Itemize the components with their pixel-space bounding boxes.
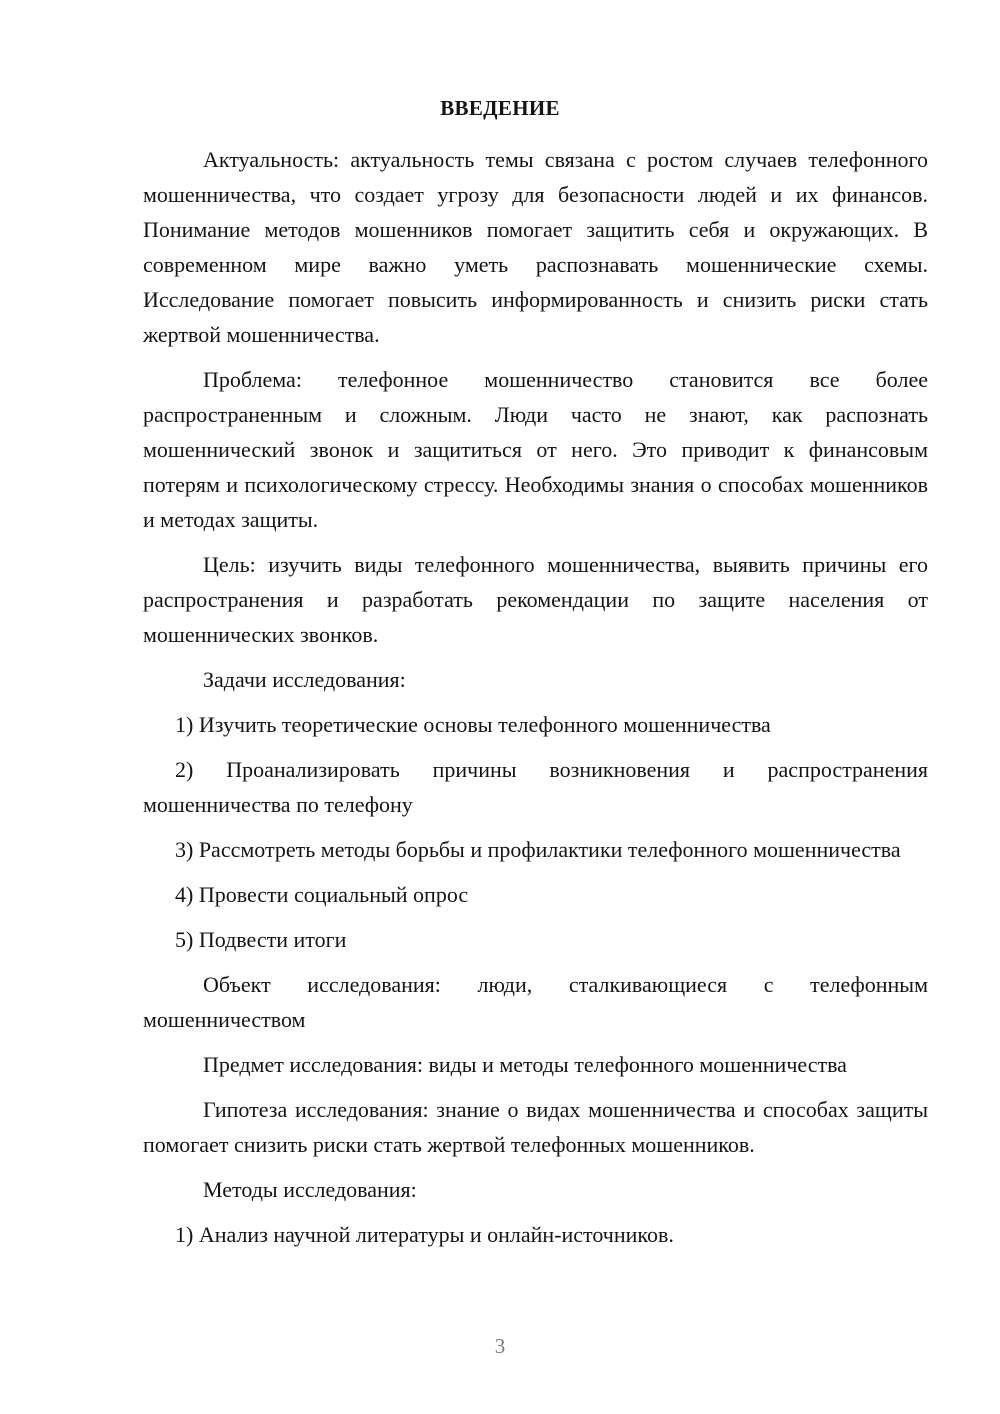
paragraph-hypothesis: Гипотеза исследования: знание о видах мошенничества и способах защиты помогает снизить риски стать жертвой телефонных мошенников.: [143, 1097, 928, 1157]
paragraph-tasks-heading: Задачи исследования:: [203, 667, 406, 692]
list-item-task-5: 5) Подвести итоги: [175, 927, 347, 952]
page-number: 3: [494, 1334, 506, 1358]
paragraph-methods-heading: Методы исследования:: [203, 1177, 417, 1202]
list-item-method-1: 1) Анализ научной литературы и онлайн-источников.: [175, 1222, 674, 1247]
list-item-task-3: 3) Рассмотреть методы борьбы и профилактики телефонного мошенничества: [175, 837, 901, 862]
paragraph-subject: Предмет исследования: виды и методы телефонного мошенничества: [203, 1052, 847, 1077]
document-body: [143, 142, 928, 1262]
paragraph-goal: Цель: изучить виды телефонного мошенничества, выявить причины его распространения и разработать рекомендации по защите населения от мошеннических звонков.: [143, 552, 928, 647]
list-item-task-2: 2) Проанализировать причины возникновения и распространения мошенничества по телефону: [143, 757, 928, 817]
list-item-task-1: 1) Изучить теоретические основы телефонного мошенничества: [175, 712, 771, 737]
page-title: ВВЕДЕНИЕ: [440, 96, 560, 120]
list-item-task-4: 4) Провести социальный опрос: [175, 882, 469, 907]
paragraph-object: Объект исследования: люди, сталкивающиеся с телефонным мошенничеством: [143, 972, 928, 1032]
paragraph-relevance: Актуальность: актуальность темы связана с ростом случаев телефонного мошенничества, что создает угрозу для безопасности людей и их финансов. Понимание методов мошенников помогает защитить себя и окружающих. В современном мире важно уметь распознавать мошеннические схемы. Исследование помогает повысить информированность и снизить риски стать жертвой мошенничества.: [143, 147, 928, 347]
paragraph-problem: Проблема: телефонное мошенничество становится все более распространенным и сложным. Люди часто не знают, как распознать мошеннический звонок и защититься от него. Это приводит к финансовым потерям и психологическому стрессу. Необходимы знания о способах мошенников и методах защиты.: [143, 367, 928, 532]
